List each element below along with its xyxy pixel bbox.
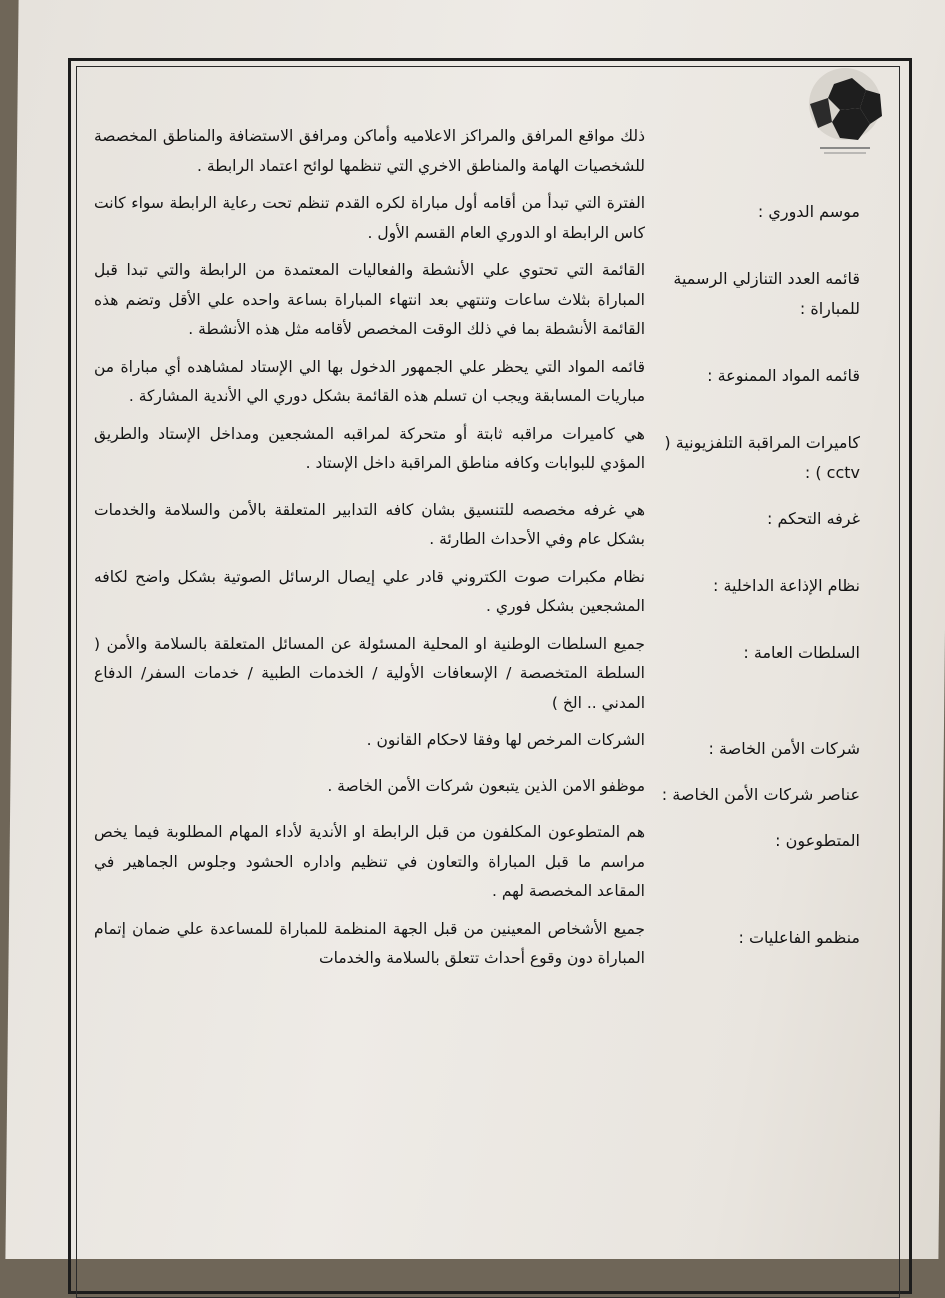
definition-text: هي غرفه مخصصه للتنسيق بشان كافه التدابير المتعلقة بالأمن والسلامة والخدمات بشكل عام وفي الأحداث الطارئة . bbox=[94, 500, 645, 548]
definition-entry bbox=[90, 122, 860, 181]
definition-text: موظفو الامن الذين يتبعون شركات الأمن الخاصة . bbox=[327, 777, 645, 795]
definition-entry bbox=[90, 726, 860, 764]
definition-entry bbox=[90, 189, 860, 248]
definition-term: شركات الأمن الخاصة : bbox=[708, 739, 860, 758]
definition-entry bbox=[90, 353, 860, 412]
definition-term: السلطات العامة : bbox=[743, 642, 860, 662]
definition-term: غرفه التحكم : bbox=[767, 508, 860, 528]
definitions-list bbox=[90, 122, 860, 982]
definition-text: قائمه المواد التي يحظر علي الجمهور الدخول بها الي الإستاد لمشاهده أي مباراة من مباريات المسابقة ويجب ان تسلم هذه القائمة بشكل دوري الي الأندية المشاركة . bbox=[94, 357, 645, 405]
definition-text: الشركات المرخص لها وفقا لاحكام القانون . bbox=[366, 731, 645, 749]
definition-entry bbox=[90, 420, 860, 488]
definition-entry bbox=[90, 772, 860, 810]
definition-text: القائمة التي تحتوي علي الأنشطة والفعاليات المعتمدة من الرابطة والتي تبدا قبل المباراة بثلاث ساعات وتنتهي بعد انتهاء المباراة بساعة واحده علي الأقل وتضم هذه القائمة الأنشطة بما في ذلك الوقت المخصص لأقامه مثل هذه الأنشطة . bbox=[94, 261, 645, 338]
definition-entry bbox=[90, 256, 860, 345]
definition-entry bbox=[90, 630, 860, 719]
definition-term: كاميرات المراقبة التلفزيونية ( cctv ) : bbox=[664, 432, 860, 482]
definition-text: هي كاميرات مراقبه ثابتة أو متحركة لمراقبه المشجعين ومداخل الإستاد والطريق المؤدي للبوابات وكافه مناطق المراقبة داخل الإستاد . bbox=[94, 424, 645, 472]
definition-term: قائمه العدد التنازلي الرسمية للمباراة : bbox=[673, 269, 860, 318]
definition-term: قائمه المواد الممنوعة : bbox=[707, 365, 860, 385]
definition-text: الفترة التي تبدأ من أقامه أول مباراة لكره القدم تنظم تحت رعاية الرابطة سواء كانت كاس الرابطة او الدوري العام القسم الأول . bbox=[94, 194, 645, 242]
definition-entry bbox=[90, 818, 860, 907]
definition-entry bbox=[90, 563, 860, 622]
definition-term: المتطوعون : bbox=[775, 831, 860, 850]
definition-term: عناصر شركات الأمن الخاصة : bbox=[661, 785, 860, 804]
definition-text: هم المتطوعون المكلفون من قبل الرابطة او الأندية لأداء المهام المطلوبة فيما يخص مراسم ما قبل المباراة والتعاون في تنظيم واداره الحشود وجلوس الجماهير في المقاعد المخصصة لهم . bbox=[94, 823, 645, 900]
definition-text: ذلك مواقع المرافق والمراكز الاعلاميه وأماكن ومرافق الاستضافة والمناطق المخصصة للشخصيات الهامة والمناطق الاخري التي تنظمها لوائح اعتماد الرابطة . bbox=[94, 127, 645, 175]
definition-entry bbox=[90, 915, 860, 974]
definition-term: منظمو الفاعليات : bbox=[738, 927, 860, 947]
definition-text: جميع السلطات الوطنية او المحلية المسئولة عن المسائل المتعلقة بالسلامة والأمن ( السلطة المتخصصة / الإسعافات الأولية / الخدمات الطبية / خدمات السفر/ الدفاع المدني .. الخ ) bbox=[94, 634, 645, 712]
definition-entry bbox=[90, 496, 860, 555]
definition-term: نظام الإذاعة الداخلية : bbox=[712, 575, 860, 595]
definition-term: موسم الدوري : bbox=[757, 202, 860, 221]
definition-text: جميع الأشخاص المعينين من قبل الجهة المنظمة للمباراة للمساعدة علي ضمان إتمام المباراة دون وقوع أحداث تتعلق بالسلامة والخدمات bbox=[94, 919, 645, 967]
definition-text: نظام مكبرات صوت الكتروني قادر علي إيصال الرسائل الصوتية بشكل واضح لكافه المشجعين بشكل فوري . bbox=[94, 567, 645, 615]
